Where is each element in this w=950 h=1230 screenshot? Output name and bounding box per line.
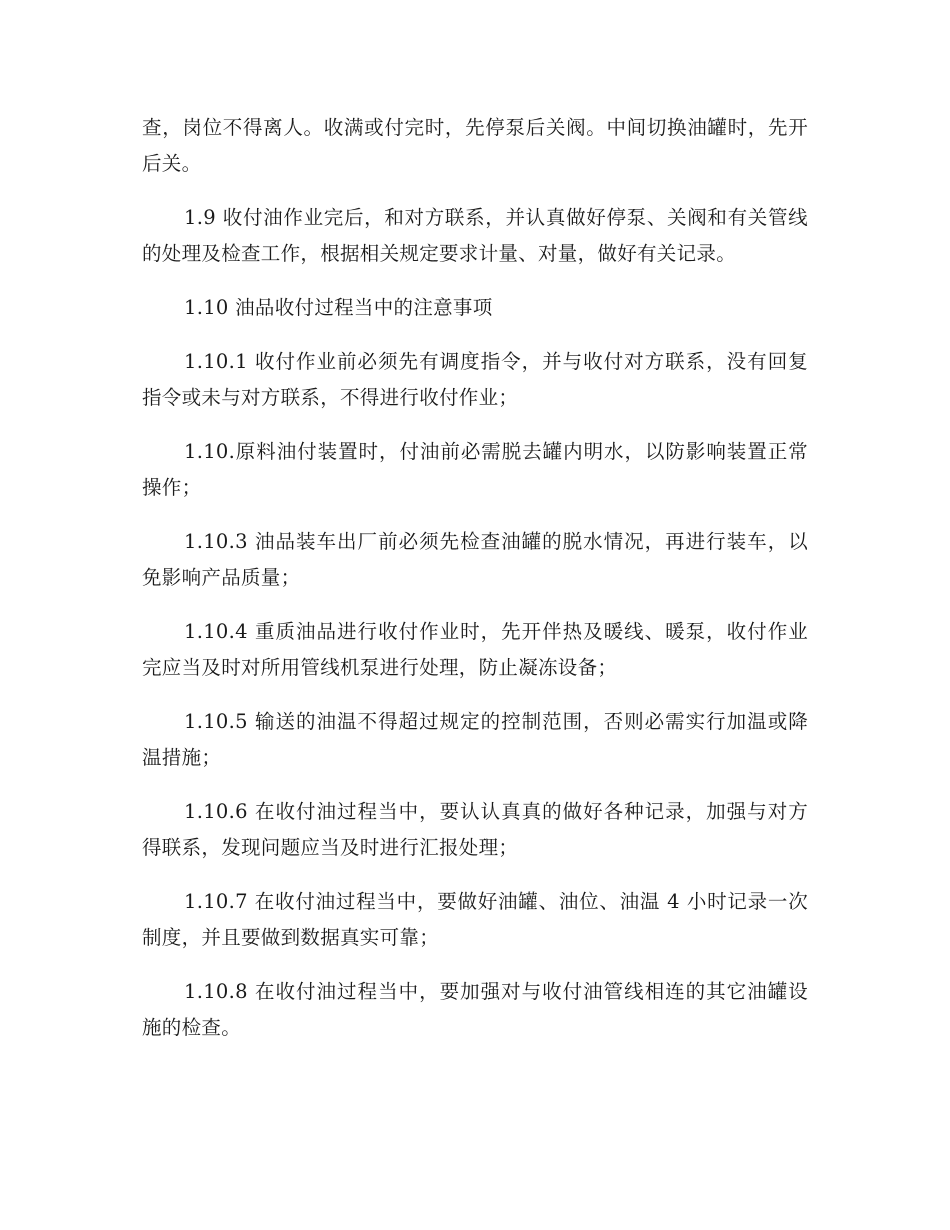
paragraph-1-10-8: 1.10.8 在收付油过程当中，要加强对与收付油管线相连的其它油罐设施的检查。 xyxy=(142,980,808,1039)
paragraph-1-10-5: 1.10.5 输送的油温不得超过规定的控制范围，否则必需实行加温或降温措施； xyxy=(142,710,808,769)
paragraph-1-10-6: 1.10.6 在收付油过程当中，要认认真真的做好各种记录，加强与对方得联系，发现问题应当及时进行汇报处理； xyxy=(142,800,808,859)
section-heading-1-10: 1.10 油品收付过程当中的注意事项 xyxy=(184,296,493,319)
paragraph-continuation: 查，岗位不得离人。收满或付完时，先停泵后关阀。中间切换油罐时，先开后关。 xyxy=(142,116,808,175)
paragraph-1-10-1: 1.10.1 收付作业前必须先有调度指令，并与收付对方联系，没有回复指令或未与对方联系，不得进行收付作业； xyxy=(142,350,808,409)
document-body xyxy=(142,110,808,1064)
paragraph-1-10-7: 1.10.7 在收付油过程当中，要做好油罐、油位、油温 4 小时记录一次制度，并且要做到数据真实可靠； xyxy=(142,890,808,949)
paragraph-1-10-4: 1.10.4 重质油品进行收付作业时，先开伴热及暖线、暖泵，收付作业完应当及时对所用管线机泵进行处理，防止凝冻设备； xyxy=(142,620,808,679)
paragraph-1-10-3: 1.10.3 油品装车出厂前必须先检查油罐的脱水情况，再进行装车，以免影响产品质量； xyxy=(142,530,808,589)
paragraph-1-9: 1.9 收付油作业完后，和对方联系，并认真做好停泵、关阀和有关管线的处理及检查工作，根据相关规定要求计量、对量，做好有关记录。 xyxy=(142,206,808,265)
paragraph-1-10-2: 1.10.原料油付装置时，付油前必需脱去罐内明水，以防影响装置正常操作； xyxy=(142,440,808,499)
